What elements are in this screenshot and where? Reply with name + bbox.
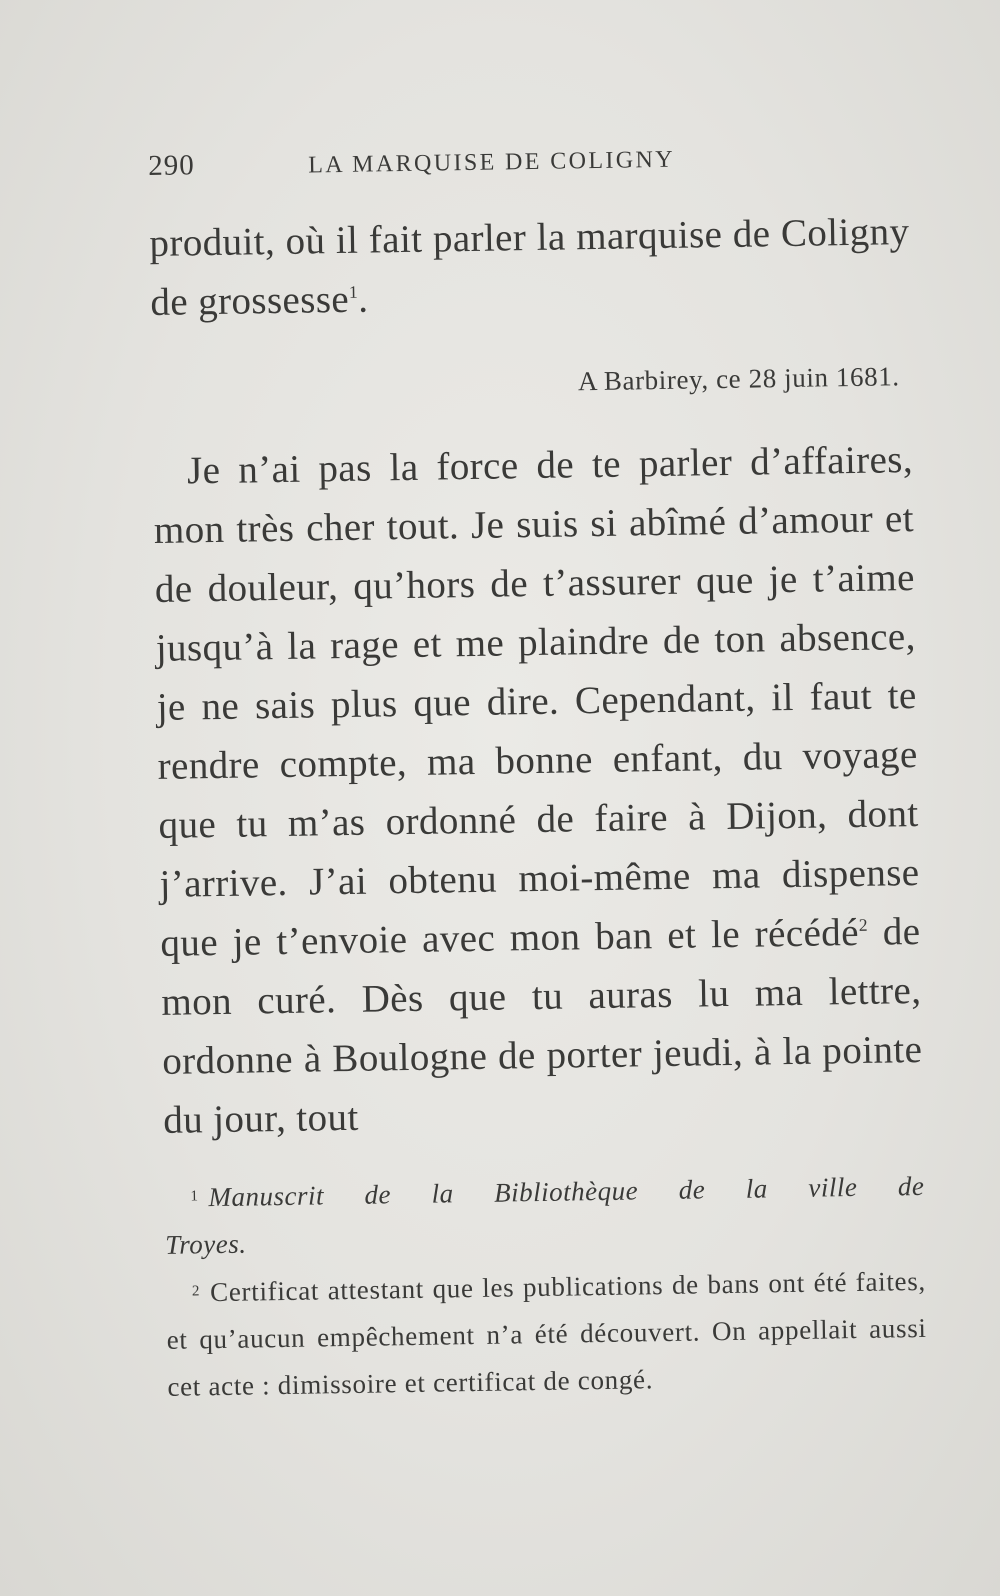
footnote-ref-1: 1 xyxy=(348,281,359,302)
footnote-1-marker: 1 xyxy=(190,1188,199,1205)
footnotes xyxy=(164,1162,928,1411)
dateline: A Barbirey, ce 28 juin 1681. xyxy=(577,361,900,397)
page-content xyxy=(148,138,928,1411)
footnote-ref-2: 2 xyxy=(858,914,869,935)
body-text xyxy=(149,202,924,1150)
footnote-1 xyxy=(164,1162,925,1269)
letter-paragraph xyxy=(153,430,924,1150)
footnote-1-text: Manuscrit de la Bibliothèque de la ville de xyxy=(208,1170,925,1213)
footnote-2 xyxy=(166,1257,928,1411)
running-title: LA MARQUISE DE COLIGNY xyxy=(308,146,676,179)
intro-paragraph xyxy=(149,202,911,332)
intro-text: produit, où il fait parler la marquise de Coligny de grossesse xyxy=(149,210,910,324)
footnote-1-line-2: Troyes. xyxy=(164,1228,247,1260)
footnote-2-marker: 2 xyxy=(191,1283,201,1300)
intro-end: . xyxy=(357,277,369,321)
letter-text-part1: Je n’ai pas la force de te parler d’affaires, mon très cher tout. Je suis si abîmé d’amour et de douleur, qu’hors de t’assurer que je t’aime jusqu’à la rage et me plaindre de ton absence, je ne sais plus que dire. Cependant, il faut te rendre compte, ma bonne enfant, du voyage que tu m’as ordonné de faire à Dijon, dont j’arrive. J’ai obtenu moi-même ma dispense que je t’envoie avec mon ban et le récédé xyxy=(153,438,920,965)
running-head xyxy=(148,138,909,202)
page-number: 290 xyxy=(148,149,195,182)
letter-text-part2: de mon curé. Dès que tu auras lu ma lettre, ordonne à Boulogne de porter jeudi, à la pointe du jour, tout xyxy=(161,909,923,1142)
footnote-2-text: Certificat attestant que les publications de bans ont été faites, et qu’aucun empêchement n’a été découvert. On appellait aussi cet acte : dimissoire et certificat de congé. xyxy=(166,1265,927,1402)
